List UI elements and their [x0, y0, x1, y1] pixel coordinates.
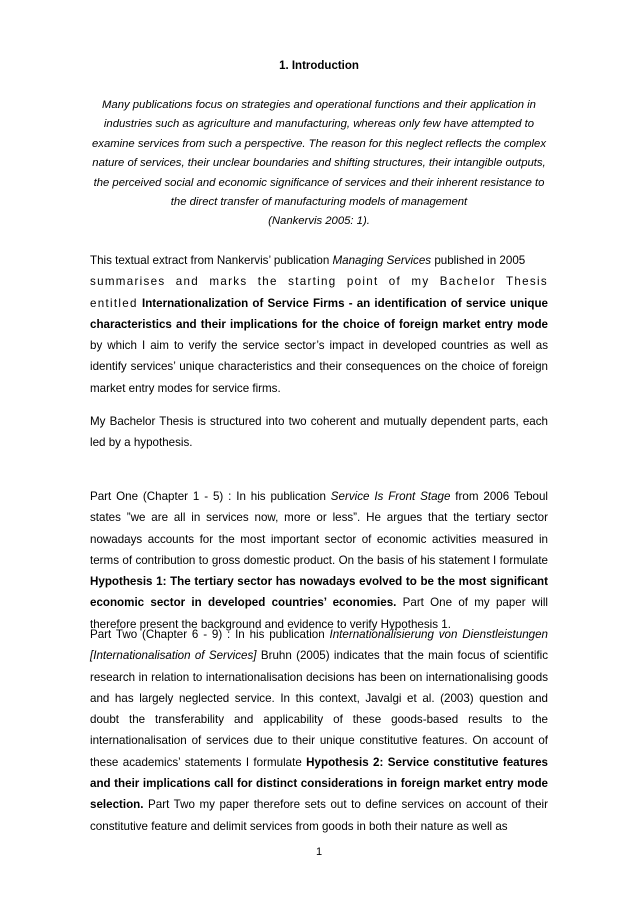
para4-text-3: Part Two my paper therefore sets out to define services on account of their constitutive feature and delimit services from goods in both their nature as well as: [90, 798, 548, 833]
para1-text-1: This textual extract from Nankervis’ publication: [90, 254, 333, 267]
quote-citation: (Nankervis 2005: 1).: [268, 215, 370, 228]
para3-text-1: Part One (Chapter 1 - 5) : In his publication: [90, 490, 331, 503]
opening-quote: [88, 96, 550, 232]
paragraph-part-one: [90, 486, 548, 635]
para3-text-3: Part One of my paper will therefore present the background and evidence to verify Hypothesis 1.: [90, 596, 548, 631]
paragraph-structure: [90, 411, 548, 454]
para2-text: My Bachelor Thesis is structured into two coherent and mutually dependent parts, each led by a hypothesis.: [90, 415, 548, 450]
para1-line-2: summarises and marks the starting point of my Bachelor Thesis entitled: [90, 275, 548, 310]
para1-text-3: by which I aim to verify the service sector’s impact in developed countries as well as identify services’ unique characteristics and their consequences on the choice of foreign market entry modes for service firms.: [90, 339, 548, 395]
para3-publication-title: Service Is Front Stage: [330, 490, 451, 503]
para4-text-2: Bruhn (2005) indicates that the main focus of scientific research in relation to internationalisation decisions has been on internationalising goods and has largely neglected service. In this context, Javalgi et al. (2003) question and doubt the transferability and applicability of these goods-based results to the internationalisation of services due to their unique constitutive features. On account of these academics’ statements I formulate: [90, 649, 548, 769]
paragraph-extract: [90, 250, 548, 399]
para4-text-1: Part Two (Chapter 6 - 9) : In his publication: [90, 628, 330, 641]
para3-text-2: from 2006 Teboul states ”we are all in services now, more or less”. He argues that the tertiary sector nowadays accounts for the most important sector of economic activities measured in terms of contribution to gross domestic product. On the basis of his statement I formulate: [90, 490, 548, 567]
hypothesis-1: Hypothesis 1: The tertiary sector has nowadays evolved to be the most significant economic sector in developed countries’ economies.: [90, 575, 548, 610]
paragraph-part-two: [90, 624, 548, 837]
section-heading: 1. Introduction: [279, 60, 359, 72]
thesis-title: Internationalization of Service Firms - an identification of service unique characteristics and their implications for the choice of foreign market entry mode: [90, 296, 548, 331]
para1-publication-title: Managing Services: [332, 254, 432, 267]
quote-text: Many publications focus on strategies and operational functions and their application in industries such as agriculture and manufacturing, whereas only few have attempted to examine services from such a perspective. The reason for this neglect reflects the complex nature of services, their unclear boundaries and shifting structures, their intangible outputs, the perceived social and economic significance of services and their inherent resistance to the direct transfer of manufacturing models of management: [92, 99, 546, 209]
para4-publication-title: Internationalisierung von Dienstleistungen [Internationalisation of Services]: [90, 628, 549, 663]
page-number: 1: [315, 846, 323, 858]
para1-text-2: published in 2005: [431, 254, 526, 267]
hypothesis-2: Hypothesis 2: Service constitutive features and their implications call for distinct considerations in foreign market entry mode selection.: [90, 755, 548, 812]
